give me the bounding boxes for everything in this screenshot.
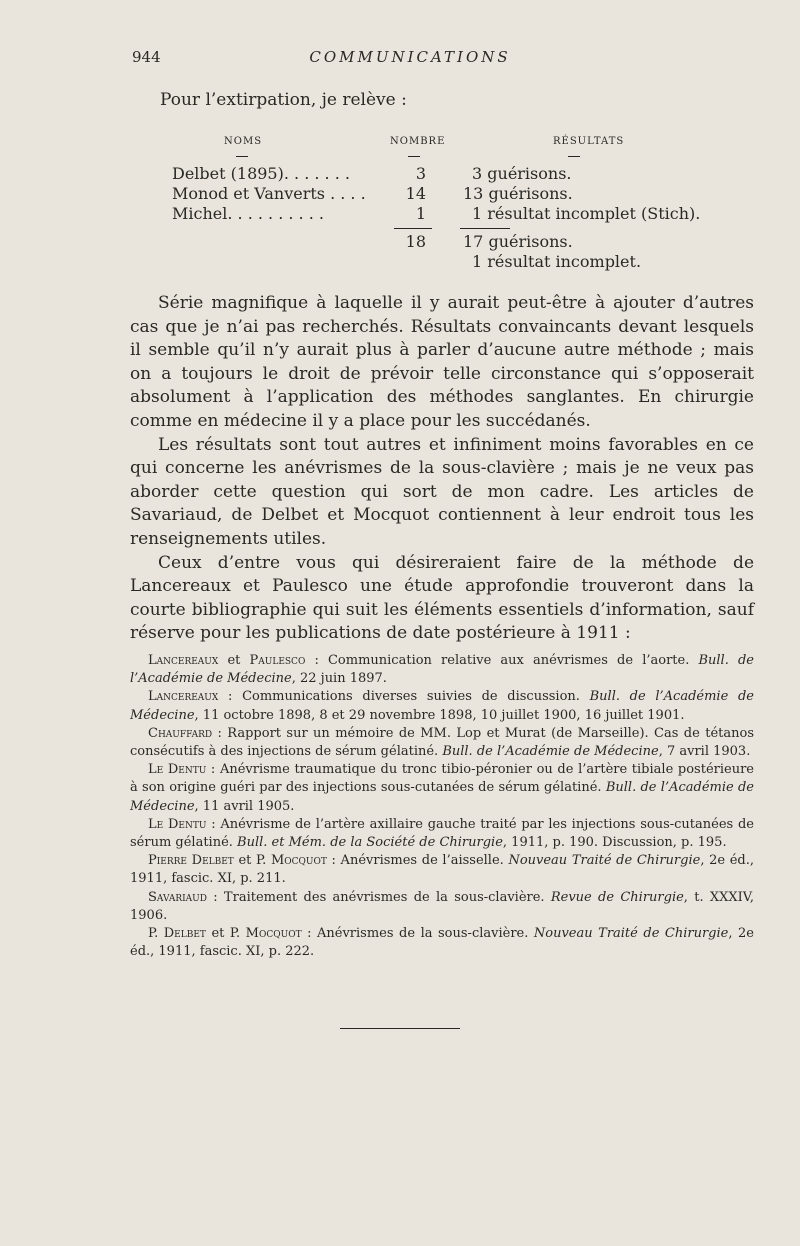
header-dash	[568, 156, 580, 157]
ref-text: : Communication relative aux anévrismes de l’aorte.	[305, 653, 699, 668]
total-row	[0, 252, 800, 274]
row-count: 14	[405, 184, 426, 203]
ref-details: , 22 juin 1897.	[291, 671, 387, 687]
page-number: 944	[132, 48, 161, 66]
ref-source: Bull. de l’Académie de Médecine	[130, 653, 754, 687]
ref-source: Bull. de l’Académie de Médecine	[130, 780, 754, 814]
row-count: 3	[415, 164, 426, 183]
reference	[130, 688, 754, 724]
total-count: 18	[405, 232, 426, 251]
ref-source: Bull. de l’Académie de Médecine	[442, 744, 659, 760]
ref-author: Chauffard	[148, 725, 213, 741]
reference	[130, 725, 754, 761]
ref-source: Nouveau Traité de Chirurgie	[508, 853, 701, 869]
row-name: Monod et Vanverts . . . .	[172, 184, 366, 203]
reference	[130, 761, 754, 816]
ref-author: P. Delbet	[148, 926, 206, 942]
paragraph: Ceux d’entre vous qui désireraient faire de la méthode de Lancereaux et Paulesco une étude approfondie trouveront dans la courte bibliographie qui suit les éléments essentiels d’information, sauf réserve pour les publications de date postérieure à 1911 :	[130, 552, 754, 644]
ref-text: : Anévrisme traumatique du tronc tibio-péronier ou de l’artère tibiale postérieure à son origine guéri par des injections sous-cutanées de sérum gélatiné.	[130, 762, 754, 796]
bibliography	[130, 652, 754, 961]
ref-author: Le Dentu	[148, 816, 207, 832]
page-header	[0, 48, 800, 70]
reference	[130, 852, 754, 888]
row-result: 13 guérisons.	[463, 184, 573, 203]
table-row	[0, 164, 800, 186]
ref-details: , 11 octobre 1898, 8 et 29 novembre 1898, 10 juillet 1900, 16 juillet 1901.	[194, 707, 685, 723]
ref-source: Bull. de l’Académie de Médecine	[130, 689, 754, 723]
ref-text: : Traitement des anévrismes de la sous-clavière.	[206, 889, 551, 905]
ref-details: , 2e éd., 1911, fascic. XI, p. 211.	[130, 853, 754, 887]
ref-joiner: et	[205, 926, 230, 942]
ref-author: Lancereaux	[148, 689, 219, 705]
header-results: RÉSULTATS	[553, 136, 625, 147]
running-title: COMMUNICATIONS	[309, 48, 511, 66]
ref-text: : Communications diverses suivies de discussion.	[218, 689, 590, 705]
ref-details: , t. XXXIV, 1906.	[130, 889, 755, 923]
ref-author: Pierre Delbet	[148, 853, 234, 869]
total-row	[0, 232, 800, 254]
table-row	[0, 184, 800, 206]
reference	[130, 889, 754, 925]
ref-text: : Anévrisme de l’artère axillaire gauche traité par les injections sous-cutanées de sérum gélatiné.	[130, 816, 754, 851]
reference	[130, 652, 754, 688]
row-result: 1 résultat incomplet (Stich).	[472, 204, 701, 223]
total-result: 1 résultat incomplet.	[472, 252, 642, 271]
ref-author: Savariaud	[148, 889, 207, 905]
paragraph: Série magnifique à laquelle il y aurait peut-être à ajouter d’autres cas que je n’ai pas recherchés. Résultats convaincants devant lesquels il semble qu’il n’y aurait plus à parler d’aucune autre méthode ; mais on a toujours le droit de prévoir telle circonstance qui s’opposerait absolument à l’application des méthodes sanglantes. En chirurgie comme en médecine il y a place pour les succédanés.	[130, 293, 754, 431]
ref-author: P. Mocquot	[256, 853, 327, 869]
ref-joiner: et	[233, 853, 257, 869]
ref-author: Paulesco	[249, 653, 306, 668]
header-count: NOMBRE	[390, 136, 446, 147]
reference	[130, 816, 754, 852]
ref-source: Nouveau Traité de Chirurgie	[533, 926, 729, 942]
ref-joiner: et	[218, 653, 250, 668]
row-name: Delbet (1895). . . . . . .	[172, 164, 350, 183]
header-dash	[236, 156, 248, 157]
ref-details: , 1911, p. 190. Discussion, p. 195.	[502, 835, 727, 851]
body-text	[130, 292, 754, 646]
paragraph: Les résultats sont tout autres et infiniment moins favorables en ce qui concerne les anévrismes de la sous-clavière ; mais je ne veux pas aborder cette question qui sort de mon cadre. Les articles de Savariaud, de Delbet et Mocquot contiennent à leur endroit tous les renseignements utiles.	[130, 434, 754, 549]
ref-author: P. Mocquot	[229, 926, 302, 942]
row-result: 3 guérisons.	[472, 164, 572, 183]
ref-text: : Anévrismes de la sous-clavière.	[301, 926, 534, 942]
ref-text: : Anévrismes de l’aisselle.	[326, 853, 509, 869]
intro-line: Pour l’extirpation, je relève :	[160, 90, 407, 110]
header-dash	[408, 156, 420, 157]
sum-rule	[394, 228, 432, 229]
header-names: NOMS	[224, 136, 263, 147]
row-count: 1	[415, 204, 426, 223]
end-rule	[340, 1028, 460, 1029]
ref-source: Bull. et Mém. de la Société de Chirurgie	[237, 835, 503, 851]
total-result: 17 guérisons.	[463, 232, 573, 251]
row-name: Michel. . . . . . . . . .	[172, 204, 324, 223]
ref-details: , 11 avril 1905.	[194, 798, 295, 814]
ref-source: Revue de Chirurgie	[550, 889, 684, 905]
ref-author: Lancereaux	[148, 653, 219, 668]
ref-details: , 2e éd., 1911, fascic. XI, p. 222.	[130, 926, 754, 960]
sum-rule	[460, 228, 510, 229]
ref-details: , 7 avril 1903.	[658, 744, 751, 760]
table-row	[0, 204, 800, 226]
ref-author: Le Dentu	[148, 762, 207, 778]
ref-text: : Rapport sur un mémoire de MM. Lop et Murat (de Marseille). Cas de tétanos consécutifs à des injections de sérum gélatiné.	[130, 725, 754, 760]
reference	[130, 925, 754, 961]
